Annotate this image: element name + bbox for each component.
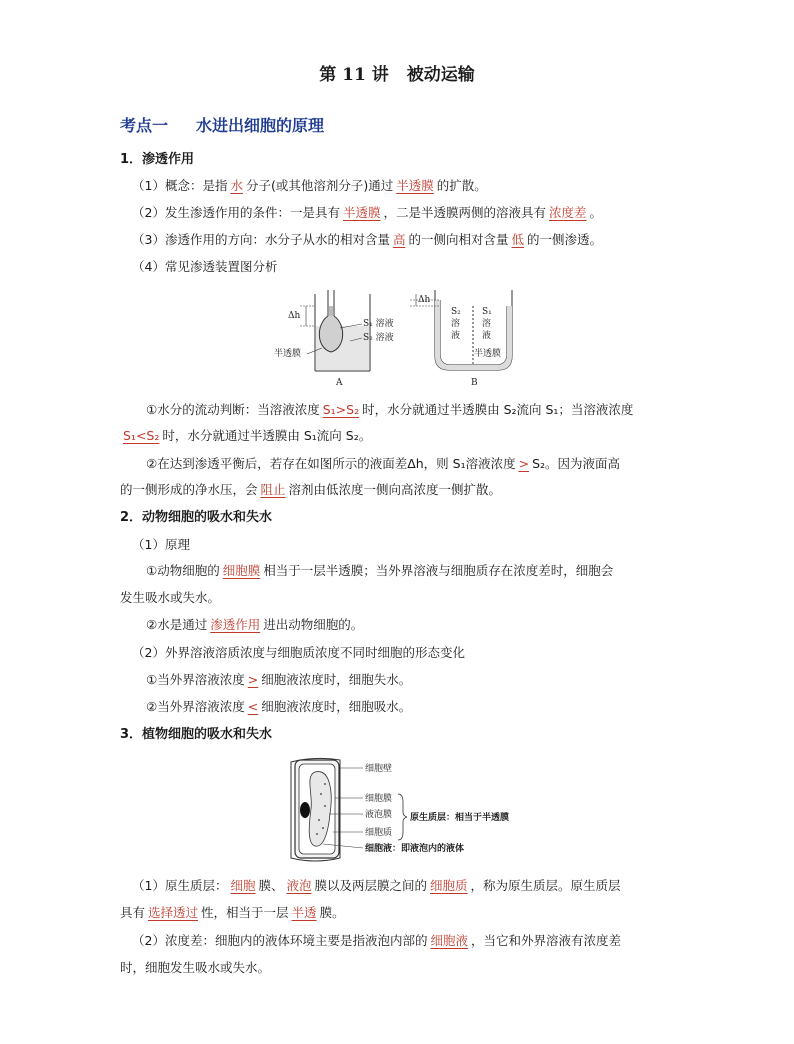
section-2-title: 2．动物细胞的吸水和失水 [120,510,273,525]
s2-principle-1-cont: 发生吸水或失水。 [120,590,221,605]
s3-protoplast-cont [120,905,680,921]
text: 时，水分就通过半透膜由 S₂流向 S₁；当溶液浓度 [362,402,634,417]
s1-label-b-2: 溶 [482,319,492,329]
answer-blank: 细胞 [230,878,256,893]
answer-blank: 低 [511,232,525,247]
answer-blank: 高 [392,232,406,247]
s1-device-line: （4）常见渗透装置图分析 [132,259,278,274]
s2-shape-change: （2）外界溶液溶质浓度与细胞质浓度不同时细胞的形态变化 [132,645,465,660]
s1-label-b: S₁ [482,307,492,317]
text: 细胞液浓度时，细胞失水。 [261,672,412,687]
text: 。 [589,205,603,220]
nucleus-shape [300,802,310,818]
text: 时，水分就通过半透膜由 S₁流向 S₂。 [162,428,372,443]
s2-label-b-2: 溶 [451,319,461,329]
text: 膜。 [319,905,345,920]
lecture-topic: 被动运输 [406,65,475,85]
text: （3）渗透作用的方向：水分子从水的相对含量 [132,232,390,247]
protoplast-label: 原生质层：相当于半透膜 [410,813,510,823]
s1-equilibrium [146,456,706,472]
answer-blank: 浓度差 [549,205,587,220]
text: （2）浓度差：细胞内的液体环境主要是指液泡内部的 [132,933,428,948]
answer-blank: < [247,699,259,714]
cell-sap-label: 细胞液：即液泡内的液体 [365,844,465,854]
text: 溶剂由低浓度一侧向高浓度一侧扩散。 [288,482,502,497]
heading-text: 水进出细胞的原理 [196,116,325,135]
s1-condition-line [132,205,692,221]
delta-h-label: Δh [288,311,301,321]
s2-label-b-3: 液 [451,331,461,341]
answer-blank: 细胞液 [430,933,468,948]
membrane-label-b: 半透膜 [474,349,502,359]
s2-label-b: S₂ [451,307,461,317]
text: 膜、 [258,878,284,893]
section-1-title: 1．渗透作用 [120,152,195,167]
section-3-title: 3．植物细胞的吸水和失水 [120,727,273,742]
plant-cell-diagram [285,754,545,866]
text: 的一侧向相对含量 [408,232,509,247]
text: 膜以及两层膜之间的 [314,878,428,893]
text: （2）发生渗透作用的条件：一是具有 [132,205,340,220]
brace-icon [398,794,407,840]
text: S₂。因为液面高 [532,456,621,471]
answer-blank: 半透膜 [396,178,434,193]
osmosis-device-diagram [270,286,520,390]
device-a [274,290,394,388]
answer-blank: 水 [230,178,243,193]
answer-blank: 半透膜 [342,205,381,220]
delta-h-label-b: Δh [418,295,431,305]
s2-principle-2 [146,617,706,633]
answer-blank: 半透 [291,905,317,920]
text: ①水分的流动判断：当溶液浓度 [146,402,320,417]
text: ①动物细胞的 [146,563,220,578]
text: 进出动物细胞的。 [263,617,364,632]
answer-blank: 液泡 [286,878,312,893]
s2-principle: （1）原理 [132,537,190,552]
s2-case-2 [146,699,706,715]
text: ，称为原生质层。原生质层 [470,878,621,893]
text: 的扩散。 [436,178,487,193]
answer-blank: 细胞膜 [222,563,261,578]
lecture-number: 第 11 讲 [319,65,389,85]
text: ②在达到渗透平衡后，若存在如图所示的液面差Δh，则 S₁溶液浓度 [146,456,516,471]
cytoplasm-label: 细胞质 [365,828,393,838]
text: ②当外界溶液浓度 [146,699,245,714]
device-b [410,290,512,388]
text: 分子(或其他溶剂分子)通过 [245,178,394,193]
answer-blank: 细胞质 [430,878,468,893]
page-title [0,60,794,85]
text: 具有 [120,905,146,920]
s1-label-b-3: 液 [482,331,492,341]
s1-flow-judgement-cont [120,428,680,444]
heading-label: 考点一 [120,116,169,135]
answer-blank: S₁<S₂ [123,428,160,443]
text: ，当它和外界溶液有浓度差 [470,933,621,948]
text: 细胞液浓度时，细胞吸水。 [261,699,412,714]
answer-blank: S₁>S₂ [322,402,360,417]
answer-blank: 阻止 [260,482,286,497]
membrane-label: 半透膜 [274,349,302,359]
cell-wall-label: 细胞壁 [365,764,393,774]
text: ①当外界溶液浓度 [146,672,245,687]
s1-solution-label: S₁ 溶液 [363,319,394,329]
section-heading [120,113,324,136]
s2-principle-1 [146,563,706,579]
text: ，二是半透膜两侧的溶液具有 [383,205,546,220]
figure-b-label: B [471,378,478,388]
s1-equilibrium-cont [120,482,680,498]
text: 的一侧形成的净水压，会 [120,482,258,497]
text: ②水是通过 [146,617,208,632]
funnel-membrane [319,316,342,352]
s2-case-1 [146,672,706,688]
s1-flow-judgement [146,402,706,418]
answer-blank: 选择透过 [148,905,199,920]
s1-direction-line [132,232,692,248]
s3-protoplast [132,878,692,894]
text: （1）概念：是指 [132,178,228,193]
s1-concept-line [132,178,692,194]
vacuole-membrane-label: 液泡膜 [365,810,393,820]
answer-blank: > [518,456,530,471]
figure-a-label: A [336,378,343,388]
s2-solution-label: S₂ 溶液 [363,333,394,343]
answer-blank: 渗透作用 [210,617,261,632]
text: （1）原生质层： [132,878,228,893]
text: 的一侧渗透。 [527,232,603,247]
s3-concentration [132,933,692,949]
text: 相当于一层半透膜；当外界溶液与细胞质存在浓度差时，细胞会 [263,563,614,578]
answer-blank: > [247,672,259,687]
s3-concentration-cont: 时，细胞发生吸水或失水。 [120,960,271,975]
cell-membrane-label: 细胞膜 [365,794,393,804]
text: 性，相当于一层 [201,905,289,920]
